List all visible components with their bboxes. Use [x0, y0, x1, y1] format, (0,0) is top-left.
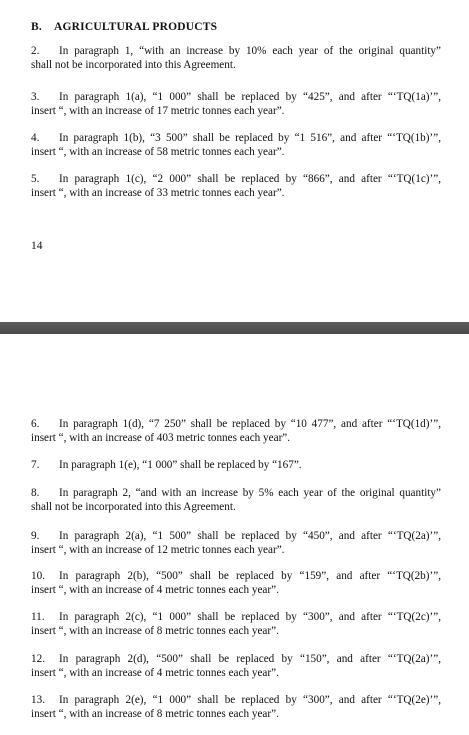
paragraph-text-cont: insert “, with an increase of 8 metric tonnes each year”.	[31, 707, 279, 720]
paragraph-text-cont: insert “, with an increase of 33 metric tonnes each year”.	[31, 186, 285, 199]
paragraph-13	[31, 694, 441, 721]
paragraph-9	[31, 530, 441, 557]
paragraph-number: 13.	[31, 694, 45, 706]
paragraph-text-cont: insert “, with an increase of 12 metric tonnes each year”.	[31, 543, 285, 556]
paragraph-5	[31, 173, 441, 200]
paragraph-text-cont: insert “, with an increase of 403 metric tonnes each year”.	[31, 431, 291, 444]
paragraph-text: In paragraph 2(a), “1 500” shall be replaced by “450”, and after “‘TQ(2a)’”,	[59, 530, 441, 542]
paragraph-text: In paragraph 1(b), “3 500” shall be replaced by “1 516”, and after “‘TQ(1b)’”,	[59, 132, 441, 144]
paragraph-4	[31, 132, 441, 159]
paragraph-8	[31, 487, 441, 514]
paragraph-text-cont: insert “, with an increase of 58 metric tonnes each year”.	[31, 145, 285, 158]
paragraph-11	[31, 611, 441, 638]
paragraph-7	[31, 459, 441, 473]
paragraph-3	[31, 91, 441, 118]
page-separator	[0, 322, 469, 334]
document-page-2	[0, 334, 469, 735]
paragraph-text: In paragraph 1(c), “2 000” shall be replaced by “866”, and after “‘TQ(1c)’”,	[59, 173, 441, 185]
paragraph-text-cont: shall not be incorporated into this Agreement.	[31, 58, 236, 71]
page-number: 14	[31, 240, 43, 252]
paragraph-number: 3.	[31, 91, 40, 103]
paragraph-text: In paragraph 2(d), “500” shall be replaced by “150”, and after “‘TQ(2a)’”,	[59, 653, 441, 665]
paragraph-text: In paragraph 1(a), “1 000” shall be replaced by “425”, and after “‘TQ(1a)’”,	[59, 91, 441, 103]
paragraph-number: 8.	[31, 487, 40, 499]
section-title: AGRICULTURAL PRODUCTS	[54, 21, 218, 33]
paragraph-12	[31, 653, 441, 680]
paragraph-text: In paragraph 2(c), “1 000” shall be replaced by “300”, and after “‘TQ(2c)’”,	[59, 611, 441, 623]
paragraph-2	[31, 45, 441, 72]
paragraph-text: In paragraph 2(b), “500” shall be replaced by “159”, and after “‘TQ(2b)’”,	[59, 570, 441, 582]
paragraph-number: 10.	[31, 570, 45, 582]
paragraph-number: 2.	[31, 45, 40, 57]
paragraph-number: 9.	[31, 530, 40, 542]
section-number: B.	[31, 21, 42, 33]
paragraph-6	[31, 418, 441, 445]
paragraph-text-cont: insert “, with an increase of 4 metric tonnes each year”.	[31, 583, 279, 596]
paragraph-number: 5.	[31, 173, 40, 185]
paragraph-number: 6.	[31, 418, 40, 430]
section-heading	[31, 21, 217, 33]
paragraph-text-cont: insert “, with an increase of 8 metric tonnes each year”.	[31, 624, 279, 637]
paragraph-text: In paragraph 2, “and with an increase by 5% each year of the original quantity”	[59, 487, 441, 499]
paragraph-number: 12.	[31, 653, 45, 665]
document-page-1	[0, 0, 469, 322]
paragraph-number: 11.	[31, 611, 45, 623]
paragraph-text-cont: insert “, with an increase of 4 metric tonnes each year”.	[31, 666, 279, 679]
paragraph-text-cont: shall not be incorporated into this Agreement.	[31, 500, 236, 513]
paragraph-text: In paragraph 1(e), “1 000” shall be replaced by “167”.	[59, 459, 302, 471]
paragraph-number: 7.	[31, 459, 40, 471]
paragraph-10	[31, 570, 441, 597]
paragraph-text-cont: insert “, with an increase of 17 metric tonnes each year”.	[31, 104, 285, 117]
paragraph-text: In paragraph 1(d), “7 250” shall be replaced by “10 477”, and after “‘TQ(1d)’”,	[59, 418, 441, 430]
paragraph-text: In paragraph 1, “with an increase by 10% each year of the original quantity”	[59, 45, 441, 57]
paragraph-number: 4.	[31, 132, 40, 144]
paragraph-text: In paragraph 2(e), “1 000” shall be replaced by “300”, and after “‘TQ(2e)’”,	[59, 694, 441, 706]
